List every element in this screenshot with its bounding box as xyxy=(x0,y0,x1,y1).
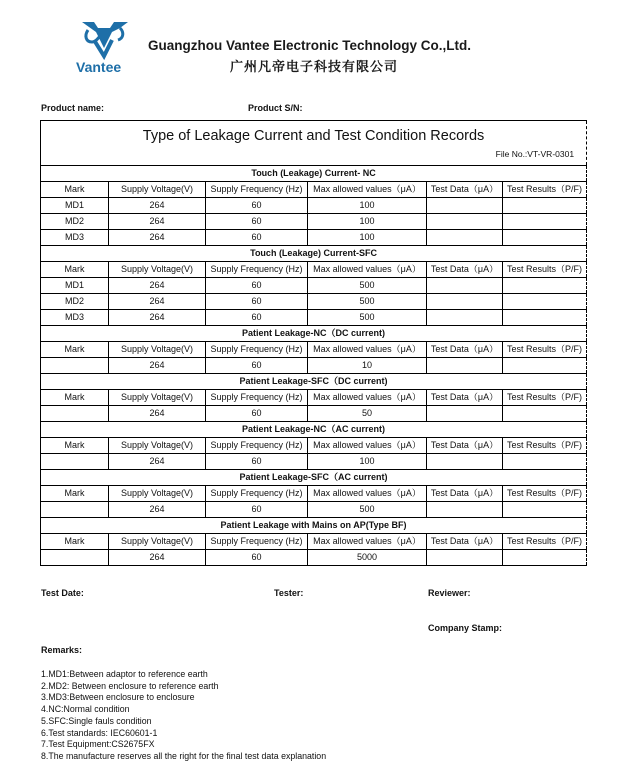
test-result-cell[interactable] xyxy=(503,230,587,246)
file-number: File No.:VT-VR-0301 xyxy=(495,149,575,159)
test-data-cell[interactable] xyxy=(427,230,503,246)
column-header: Test Data（μA） xyxy=(427,342,503,358)
product-sn-label: Product S/N: xyxy=(248,103,303,113)
section-header-row xyxy=(41,326,587,342)
table-cell: 60 xyxy=(206,550,308,566)
test-result-cell[interactable] xyxy=(503,406,587,422)
table-cell: 264 xyxy=(109,230,206,246)
table-cell: 60 xyxy=(206,502,308,518)
section-header-row xyxy=(41,374,587,390)
column-header: Test Data（μA） xyxy=(427,534,503,550)
table-cell: 60 xyxy=(206,278,308,294)
table-row xyxy=(41,294,587,310)
test-result-cell[interactable] xyxy=(503,358,587,374)
table-row xyxy=(41,502,587,518)
test-result-cell[interactable] xyxy=(503,502,587,518)
column-header: Supply Voltage(V) xyxy=(109,342,206,358)
table-row xyxy=(41,230,587,246)
test-result-cell[interactable] xyxy=(503,310,587,326)
table-cell xyxy=(41,502,109,518)
column-header: Test Results（P/F) xyxy=(503,390,587,406)
column-header: Mark xyxy=(41,486,109,502)
test-data-cell[interactable] xyxy=(427,454,503,470)
test-data-cell[interactable] xyxy=(427,358,503,374)
vantee-logo-icon xyxy=(74,18,136,76)
column-header: Supply Frequency (Hz) xyxy=(206,390,308,406)
test-result-cell[interactable] xyxy=(503,550,587,566)
column-header: Supply Voltage(V) xyxy=(109,438,206,454)
table-cell: 60 xyxy=(206,454,308,470)
column-header-row xyxy=(41,342,587,358)
remarks-list xyxy=(41,669,326,763)
column-header: Supply Voltage(V) xyxy=(109,486,206,502)
table-row xyxy=(41,214,587,230)
table-cell: MD2 xyxy=(41,294,109,310)
test-data-cell[interactable] xyxy=(427,294,503,310)
column-header: Mark xyxy=(41,182,109,198)
section-title: Patient Leakage-SFC（DC current) xyxy=(41,374,587,390)
column-header: Test Results（P/F) xyxy=(503,262,587,278)
table-cell: MD1 xyxy=(41,198,109,214)
document-title: Type of Leakage Current and Test Condition Records xyxy=(142,128,485,144)
table-cell xyxy=(41,358,109,374)
table-cell: 50 xyxy=(308,406,427,422)
column-header-row xyxy=(41,262,587,278)
company-logo xyxy=(74,18,136,76)
remark-item: 2.MD2: Between enclosure to reference earth xyxy=(41,680,219,691)
column-header: Supply Frequency (Hz) xyxy=(206,486,308,502)
table-cell: 100 xyxy=(308,198,427,214)
column-header: Max allowed values（μA） xyxy=(308,438,427,454)
column-header: Supply Voltage(V) xyxy=(109,390,206,406)
section-header-row xyxy=(41,518,587,534)
table-cell: 10 xyxy=(308,358,427,374)
table-cell: 264 xyxy=(109,310,206,326)
column-header-row xyxy=(41,182,587,198)
remark-item: 6.Test standards: IEC60601-1 xyxy=(41,727,158,738)
table-cell: 100 xyxy=(308,230,427,246)
section-header-row xyxy=(41,246,587,262)
column-header: Test Results（P/F) xyxy=(503,438,587,454)
table-cell: 264 xyxy=(109,454,206,470)
table-cell: 100 xyxy=(308,454,427,470)
column-header-row xyxy=(41,438,587,454)
tester-label: Tester: xyxy=(274,588,304,598)
column-header: Max allowed values（μA） xyxy=(308,390,427,406)
table-cell: 60 xyxy=(206,406,308,422)
column-header-row xyxy=(41,534,587,550)
column-header: Max allowed values（μA） xyxy=(308,534,427,550)
table-cell: 100 xyxy=(308,214,427,230)
table-cell xyxy=(41,454,109,470)
column-header-row xyxy=(41,486,587,502)
column-header: Mark xyxy=(41,534,109,550)
section-title: Touch (Leakage) Current- NC xyxy=(41,166,587,182)
test-data-cell[interactable] xyxy=(427,502,503,518)
table-row xyxy=(41,310,587,326)
test-data-cell[interactable] xyxy=(427,278,503,294)
test-data-cell[interactable] xyxy=(427,550,503,566)
remark-item: 5.SFC:Single fauls condition xyxy=(41,715,152,726)
column-header: Test Results（P/F) xyxy=(503,342,587,358)
column-header: Test Data（μA） xyxy=(427,390,503,406)
remark-item: 3.MD3:Between enclosure to enclosure xyxy=(41,692,195,703)
table-row xyxy=(41,198,587,214)
table-row xyxy=(41,358,587,374)
table-cell: 60 xyxy=(206,358,308,374)
column-header: Supply Voltage(V) xyxy=(109,534,206,550)
table-cell: 500 xyxy=(308,502,427,518)
test-data-cell[interactable] xyxy=(427,198,503,214)
table-cell: 5000 xyxy=(308,550,427,566)
table-cell: MD3 xyxy=(41,310,109,326)
remark-item: 8.The manufacture reserves all the right for the final test data explanation xyxy=(41,750,327,761)
table-row xyxy=(41,278,587,294)
table-cell: 60 xyxy=(206,198,308,214)
company-name-en: Guangzhou Vantee Electronic Technology Co.,Ltd. xyxy=(148,38,472,53)
svg-text:Vantee: Vantee xyxy=(76,59,122,75)
test-date-label: Test Date: xyxy=(41,588,84,598)
table-cell: 60 xyxy=(206,214,308,230)
column-header: Supply Frequency (Hz) xyxy=(206,262,308,278)
column-header: Supply Frequency (Hz) xyxy=(206,534,308,550)
test-result-cell[interactable] xyxy=(503,278,587,294)
section-title: Patient Leakage-NC（DC current) xyxy=(41,326,587,342)
column-header: Test Data（μA） xyxy=(427,182,503,198)
table-cell: 264 xyxy=(109,294,206,310)
column-header: Max allowed values（μA） xyxy=(308,182,427,198)
title-row xyxy=(41,121,587,166)
test-result-cell[interactable] xyxy=(503,198,587,214)
column-header: Mark xyxy=(41,390,109,406)
column-header: Test Results（P/F) xyxy=(503,534,587,550)
column-header: Max allowed values（μA） xyxy=(308,486,427,502)
column-header: Supply Frequency (Hz) xyxy=(206,438,308,454)
remark-item: 7.Test Equipment:CS2675FX xyxy=(41,739,155,750)
test-data-cell[interactable] xyxy=(427,406,503,422)
remark-item: 1.MD1:Between adaptor to reference earth xyxy=(41,669,208,679)
column-header: Mark xyxy=(41,262,109,278)
table-cell: MD2 xyxy=(41,214,109,230)
column-header: Max allowed values（μA） xyxy=(308,342,427,358)
section-header-row xyxy=(41,470,587,486)
section-title: Patient Leakage with Mains on AP(Type BF) xyxy=(41,518,587,534)
test-result-cell[interactable] xyxy=(503,454,587,470)
table-row xyxy=(41,406,587,422)
table-cell: MD3 xyxy=(41,230,109,246)
section-title: Touch (Leakage) Current-SFC xyxy=(41,246,587,262)
table-cell: 500 xyxy=(308,278,427,294)
column-header: Max allowed values（μA） xyxy=(308,262,427,278)
table-cell: 60 xyxy=(206,230,308,246)
table-cell: 264 xyxy=(109,214,206,230)
table-cell: 264 xyxy=(109,502,206,518)
table-cell: 500 xyxy=(308,294,427,310)
test-data-cell[interactable] xyxy=(427,310,503,326)
column-header: Test Results（P/F) xyxy=(503,486,587,502)
column-header: Test Data（μA） xyxy=(427,438,503,454)
table-cell: 264 xyxy=(109,278,206,294)
column-header: Mark xyxy=(41,342,109,358)
section-title: Patient Leakage-SFC（AC current) xyxy=(41,470,587,486)
table-cell: 500 xyxy=(308,310,427,326)
table-cell: MD1 xyxy=(41,278,109,294)
title-cell xyxy=(41,121,587,166)
reviewer-label: Reviewer: xyxy=(428,588,471,598)
test-result-cell[interactable] xyxy=(503,294,587,310)
product-name-label: Product name: xyxy=(41,103,105,113)
company-name-cn: 广州凡帝电子科技有限公司 xyxy=(230,60,399,75)
column-header: Test Results（P/F) xyxy=(503,182,587,198)
remarks-label: Remarks: xyxy=(41,645,83,655)
table-row xyxy=(41,454,587,470)
section-header-row xyxy=(41,422,587,438)
table-cell: 60 xyxy=(206,294,308,310)
table-cell xyxy=(41,406,109,422)
column-header: Test Data（μA） xyxy=(427,486,503,502)
table-cell: 264 xyxy=(109,358,206,374)
column-header: Supply Frequency (Hz) xyxy=(206,182,308,198)
table-row xyxy=(41,550,587,566)
section-title: Patient Leakage-NC（AC current) xyxy=(41,422,587,438)
leakage-records-table xyxy=(40,120,587,566)
table-cell: 264 xyxy=(109,198,206,214)
test-result-cell[interactable] xyxy=(503,214,587,230)
column-header: Test Data（μA） xyxy=(427,262,503,278)
section-header-row xyxy=(41,166,587,182)
table-cell: 264 xyxy=(109,550,206,566)
remark-item: 4.NC:Normal condition xyxy=(41,704,130,715)
table-cell xyxy=(41,550,109,566)
table-cell: 60 xyxy=(206,310,308,326)
column-header-row xyxy=(41,390,587,406)
column-header: Supply Voltage(V) xyxy=(109,262,206,278)
test-data-cell[interactable] xyxy=(427,214,503,230)
company-stamp-label: Company Stamp: xyxy=(428,623,503,633)
column-header: Mark xyxy=(41,438,109,454)
table-cell: 264 xyxy=(109,406,206,422)
column-header: Supply Voltage(V) xyxy=(109,182,206,198)
column-header: Supply Frequency (Hz) xyxy=(206,342,308,358)
